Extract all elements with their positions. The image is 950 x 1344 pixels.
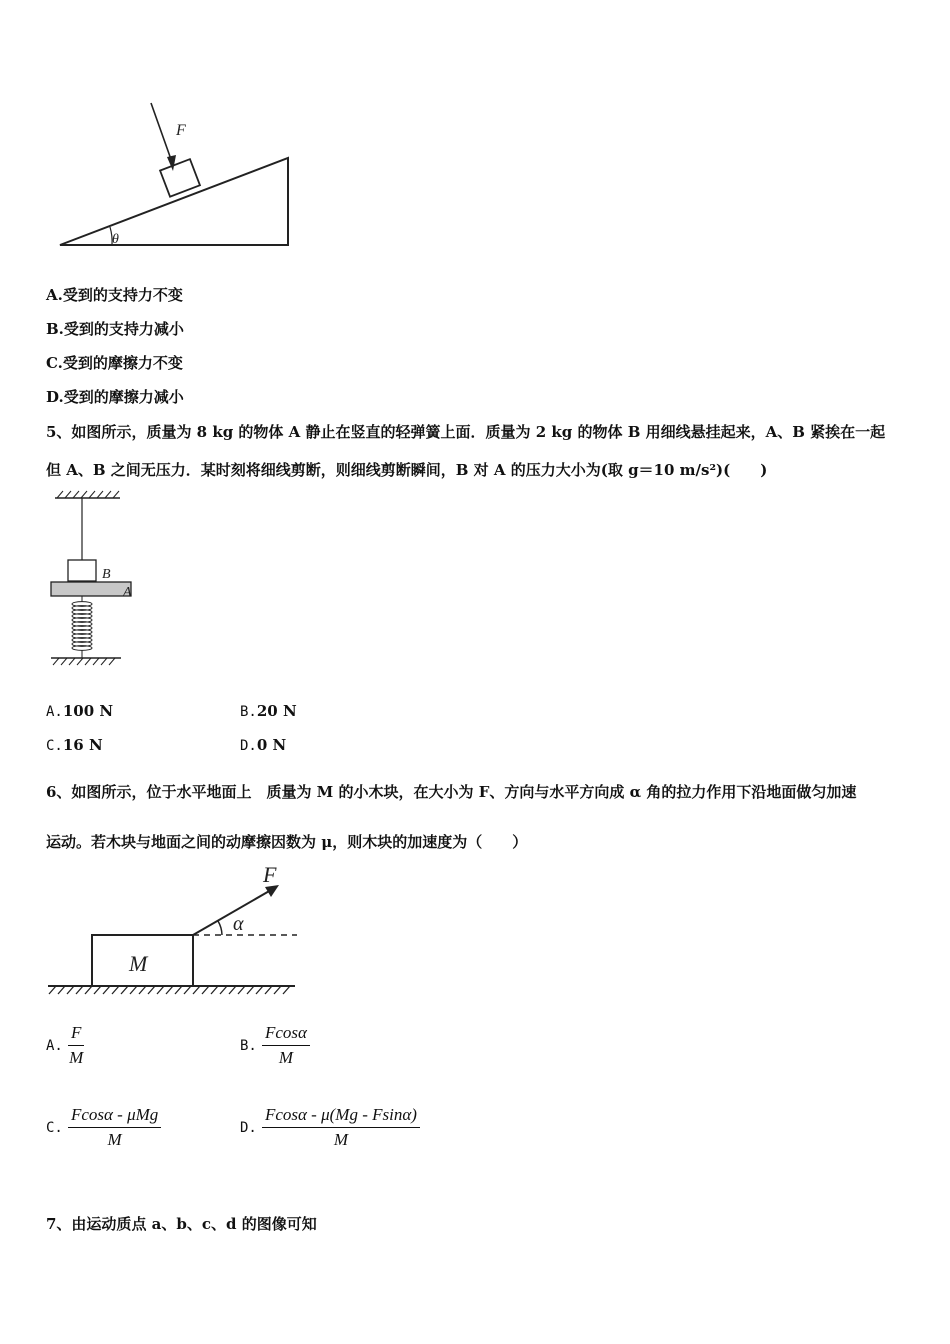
q5-option-a-letter: A. xyxy=(46,704,63,720)
q6-stem-line1: 6、如图所示，位于水平地面上 质量为 M 的小木块，在大小为 F、方向与水平方向成 α 角的拉力作用下沿地面做匀加速 xyxy=(46,783,857,801)
q7-stem-line1: 7、由运动质点 a、b、c、d 的图像可知 xyxy=(46,1215,317,1233)
q4-option-a: A.受到的支持力不变 xyxy=(46,286,183,304)
q5-stem-line2: 但 A、B 之间无压力．某时刻将细线剪断，则细线剪断瞬间，B 对 A 的压力大小为(取 g＝10 m/s²)( ) xyxy=(46,461,768,479)
q6-option-d xyxy=(240,1105,420,1150)
q6-option-c-letter: C. xyxy=(46,1120,63,1136)
q6-option-b-letter: B. xyxy=(240,1038,257,1054)
q6-option-c xyxy=(46,1105,161,1150)
q6-option-a-letter: A. xyxy=(46,1038,63,1054)
q5-option-c xyxy=(46,735,103,754)
angle-label: θ xyxy=(112,232,119,247)
q5-option-d-letter: D. xyxy=(240,738,257,754)
q6-stem-line2: 运动。若木块与地面之间的动摩擦因数为 μ，则木块的加速度为（ ） xyxy=(46,833,528,851)
q6-option-d-denominator: M xyxy=(333,1130,349,1149)
q5-option-d xyxy=(240,735,286,754)
incline-figure xyxy=(40,95,310,265)
q6-option-a-numerator: F xyxy=(68,1023,84,1046)
q6-option-c-denominator: M xyxy=(107,1130,122,1149)
q6-option-c-fraction xyxy=(68,1105,161,1150)
spring-figure xyxy=(45,488,155,668)
ground-hatch xyxy=(53,658,115,665)
q5-option-b-value: 20 N xyxy=(256,702,297,720)
q5-option-c-letter: C. xyxy=(46,738,63,754)
force-arrow xyxy=(151,103,173,165)
spring-coils xyxy=(72,596,92,658)
q6-option-d-numerator: Fcosα - μ(Mg - Fsinα) xyxy=(262,1105,420,1128)
q4-option-d: D.受到的摩擦力减小 xyxy=(46,388,184,406)
q6-option-c-numerator: Fcosα - μMg xyxy=(68,1105,161,1128)
q6-option-b-denominator: M xyxy=(278,1048,294,1067)
q5-option-c-value: 16 N xyxy=(62,736,103,754)
q5-option-d-value: 0 N xyxy=(256,736,287,754)
q6-option-b-numerator: Fcosα xyxy=(262,1023,310,1046)
q6-option-a-denominator: M xyxy=(69,1048,84,1067)
pull-force-arrow xyxy=(193,890,271,935)
q5-option-b-letter: B. xyxy=(240,704,257,720)
block-on-incline xyxy=(160,159,200,197)
alpha-label: α xyxy=(233,913,244,935)
label-a: A xyxy=(123,585,132,600)
q6-option-b-fraction xyxy=(262,1023,310,1068)
q6-option-a-fraction xyxy=(68,1023,84,1068)
block-b xyxy=(68,560,96,581)
plate-a xyxy=(51,582,131,596)
q4-option-c: C.受到的摩擦力不变 xyxy=(46,354,183,372)
q6-option-d-letter: D. xyxy=(240,1120,257,1136)
q6-option-b xyxy=(240,1023,310,1068)
block-pull-figure xyxy=(45,860,305,1000)
ceiling-hatch xyxy=(57,491,119,498)
q5-option-b xyxy=(240,701,297,720)
force-label: F xyxy=(176,122,186,139)
q5-stem-line1: 5、如图所示，质量为 8 kg 的物体 A 静止在竖直的轻弹簧上面．质量为 2 kg 的物体 B 用细线悬挂起来，A、B 紧挨在一起 xyxy=(46,423,886,441)
pull-force-label: F xyxy=(263,862,277,887)
q5-option-a-value: 100 N xyxy=(62,702,114,720)
q6-option-d-fraction xyxy=(262,1105,420,1150)
floor-hatch xyxy=(49,986,290,994)
q4-option-b: B.受到的支持力减小 xyxy=(46,320,184,338)
mass-label: M xyxy=(129,951,148,976)
label-b: B xyxy=(102,567,111,582)
q6-option-a xyxy=(46,1023,84,1068)
alpha-arc xyxy=(218,921,222,935)
q5-option-a xyxy=(46,701,113,720)
